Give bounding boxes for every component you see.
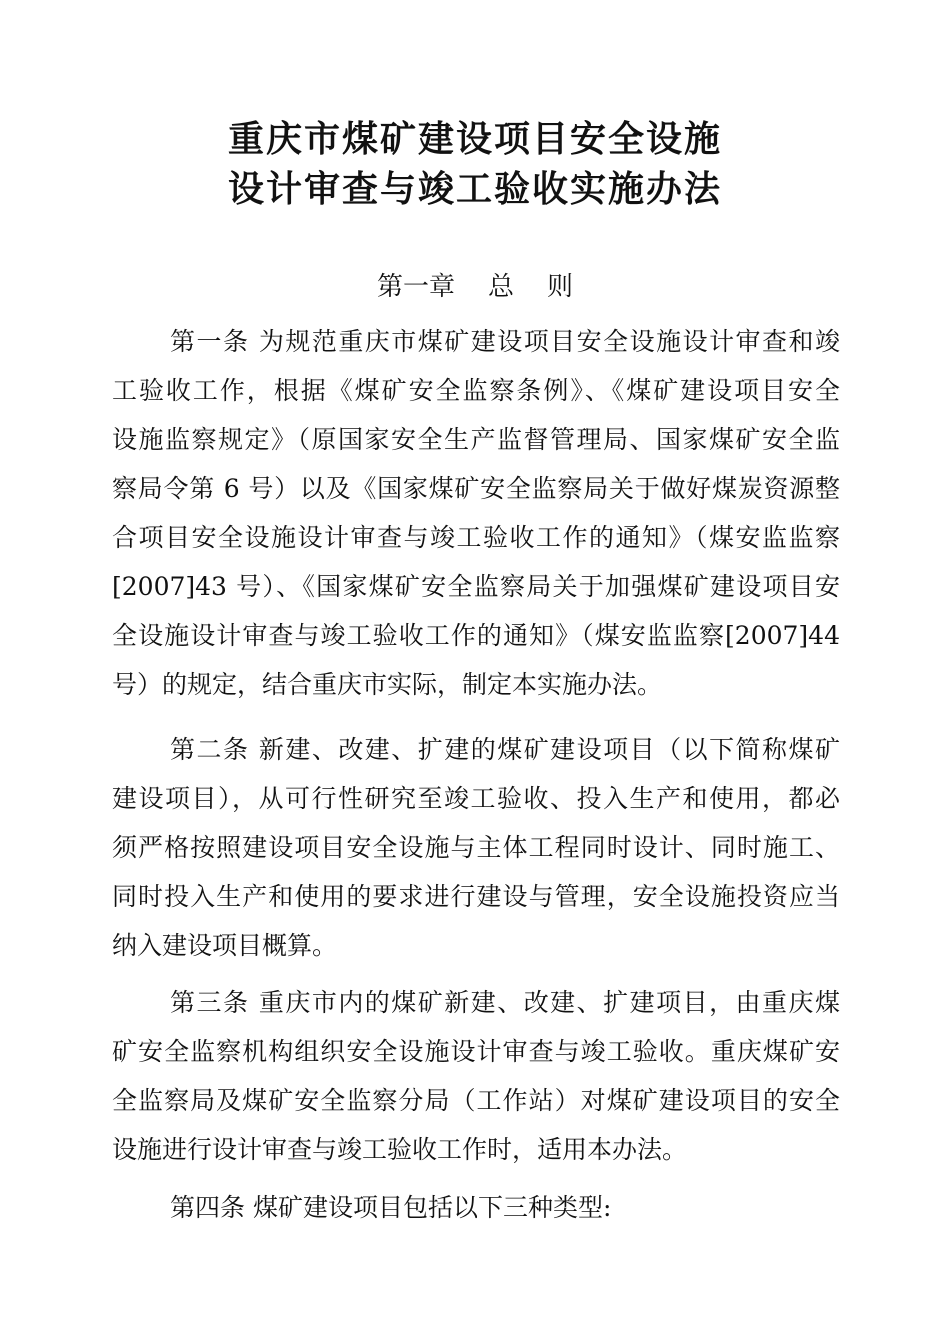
chapter-heading: 第一章 总 则 xyxy=(376,272,574,302)
article-4 xyxy=(112,1183,840,1232)
article-1-line-5: 合项目安全设施设计审查与竣工验收工作的通知》（煤安监监察 xyxy=(112,523,840,552)
document-title-line-2: 设计审查与竣工验收实施办法 xyxy=(227,169,722,210)
article-1 xyxy=(112,317,840,709)
article-2-line-1: 第二条 新建、改建、扩建的煤矿建设项目（以下简称煤矿 xyxy=(170,735,840,764)
article-2-line-2: 建设项目），从可行性研究至竣工验收、投入生产和使用，都必 xyxy=(112,784,840,813)
article-3-line-2: 矿安全监察机构组织安全设施设计审查与竣工验收。重庆煤矿安 xyxy=(112,1037,840,1066)
article-1-line-4: 察局令第 6 号）以及《国家煤矿安全监察局关于做好煤炭资源整 xyxy=(112,474,840,503)
article-2-line-3: 须严格按照建设项目安全设施与主体工程同时设计、同时施工、 xyxy=(112,833,840,862)
article-4-line-1: 第四条 煤矿建设项目包括以下三种类型: xyxy=(170,1193,612,1222)
article-1-line-3: 设施监察规定》（原国家安全生产监督管理局、国家煤矿安全监 xyxy=(112,425,840,454)
article-2-line-4: 同时投入生产和使用的要求进行建设与管理，安全设施投资应当 xyxy=(112,882,840,911)
article-1-line-7: 全设施设计审查与竣工验收工作的通知》（煤安监监察[2007]44 xyxy=(112,621,840,650)
article-3-line-1: 第三条 重庆市内的煤矿新建、改建、扩建项目，由重庆煤 xyxy=(170,988,840,1017)
article-3 xyxy=(112,978,840,1174)
document-title-line-1: 重庆市煤矿建设项目安全设施 xyxy=(227,119,722,160)
article-2 xyxy=(112,725,840,970)
article-1-line-6: [2007]43 号）、《国家煤矿安全监察局关于加强煤矿建设项目安 xyxy=(112,572,840,601)
article-1-line-8: 号）的规定，结合重庆市实际，制定本实施办法。 xyxy=(112,670,663,699)
article-3-line-4: 设施进行设计审查与竣工验收工作时，适用本办法。 xyxy=(112,1135,688,1164)
article-2-line-5: 纳入建设项目概算。 xyxy=(112,931,338,960)
article-1-line-2: 工验收工作，根据《煤矿安全监察条例》、《煤矿建设项目安全 xyxy=(112,376,840,405)
article-1-line-1: 第一条 为规范重庆市煤矿建设项目安全设施设计审查和竣 xyxy=(170,327,840,356)
article-3-line-3: 全监察局及煤矿安全监察分局（工作站）对煤矿建设项目的安全 xyxy=(112,1086,840,1115)
